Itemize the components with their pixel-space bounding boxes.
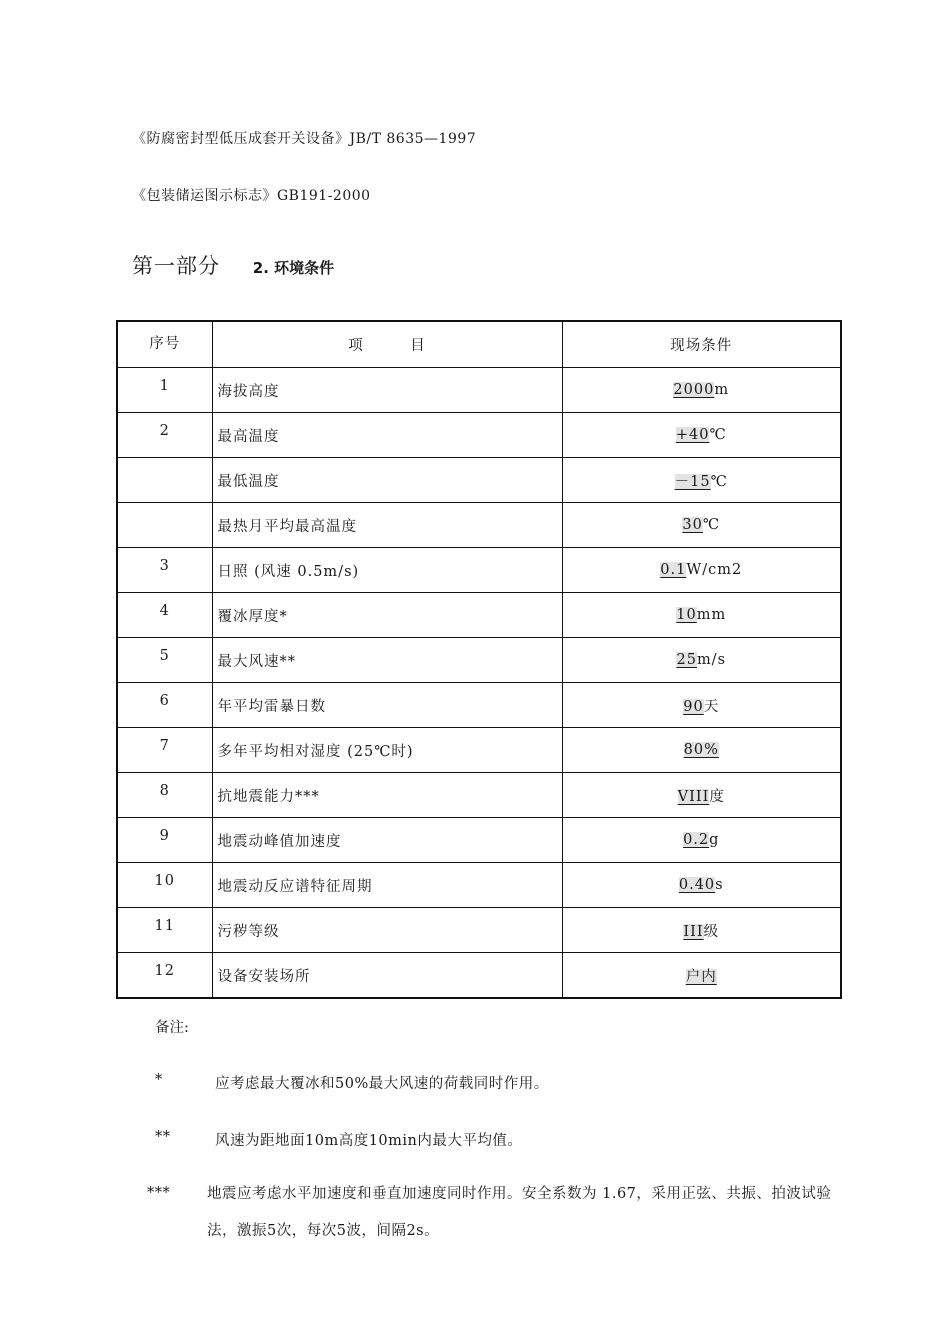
table-row — [117, 503, 841, 548]
note-text: 地震应考虑水平加速度和垂直加速度同时作用。安全系数为 1.67，采用正弦、共振、拍波试验法，激振5次，每次5波，间隔2s。 — [207, 1186, 832, 1239]
row-item: 年平均雷暴日数 — [212, 683, 562, 728]
condition-value: －15 — [674, 473, 711, 490]
condition-unit: m/s — [696, 652, 727, 668]
section-title: 2. 环境条件 — [252, 259, 335, 277]
condition-unit: m — [714, 382, 730, 398]
table-row — [117, 368, 841, 413]
condition-unit: 度 — [709, 788, 725, 805]
row-number: 11 — [117, 908, 212, 953]
row-item: 最大风速** — [212, 638, 562, 683]
notes-title: 备注: — [155, 1020, 189, 1036]
row-condition — [562, 548, 841, 593]
row-number: 2 — [117, 413, 212, 458]
condition-unit: ℃ — [702, 517, 721, 533]
table-row — [117, 773, 841, 818]
reference-standard-2: 《包装储运图示标志》GB191-2000 — [132, 188, 371, 204]
table-row — [117, 638, 841, 683]
table-row — [117, 818, 841, 863]
row-condition — [562, 593, 841, 638]
note-text: 应考虑最大覆冰和50%最大风速的荷载同时作用。 — [215, 1076, 549, 1092]
row-item: 覆冰厚度* — [212, 593, 562, 638]
table-row — [117, 728, 841, 773]
condition-value: 0.1 — [660, 562, 687, 578]
row-number: 12 — [117, 953, 212, 999]
table-row — [117, 413, 841, 458]
row-number: 6 — [117, 683, 212, 728]
header-no: 序号 — [117, 321, 212, 368]
note-mark: * — [155, 1072, 163, 1088]
row-number: 5 — [117, 638, 212, 683]
table-body — [117, 368, 841, 999]
row-condition — [562, 503, 841, 548]
condition-unit: W/cm2 — [686, 562, 743, 578]
row-item: 最低温度 — [212, 458, 562, 503]
condition-value: VIII — [677, 788, 710, 805]
row-item: 地震动峰值加速度 — [212, 818, 562, 863]
note-mark: ** — [155, 1129, 171, 1145]
row-condition — [562, 458, 841, 503]
row-item: 最高温度 — [212, 413, 562, 458]
row-condition — [562, 863, 841, 908]
row-number: 7 — [117, 728, 212, 773]
condition-value: 10 — [676, 607, 697, 623]
row-number: 9 — [117, 818, 212, 863]
condition-value: 30 — [682, 517, 703, 533]
note-mark: *** — [147, 1185, 171, 1201]
condition-unit: 级 — [703, 923, 720, 940]
condition-unit: s — [715, 877, 724, 893]
row-number: 8 — [117, 773, 212, 818]
row-item: 设备安装场所 — [212, 953, 562, 999]
part-title: 第一部分 — [132, 254, 220, 278]
condition-value: 0.2 — [683, 832, 710, 848]
row-condition — [562, 953, 841, 999]
table-row — [117, 458, 841, 503]
row-condition — [562, 773, 841, 818]
header-item: 项 目 — [212, 321, 562, 368]
table-row — [117, 548, 841, 593]
row-condition — [562, 368, 841, 413]
condition-value: III — [683, 923, 704, 940]
row-item: 抗地震能力*** — [212, 773, 562, 818]
row-number — [117, 458, 212, 503]
table-row — [117, 953, 841, 999]
condition-unit: g — [709, 832, 720, 848]
table-header-row — [117, 321, 841, 368]
row-item: 日照 (风速 0.5m/s) — [212, 548, 562, 593]
note-text: 风速为距地面10m高度10min内最大平均值。 — [215, 1133, 523, 1149]
row-number — [117, 503, 212, 548]
row-condition — [562, 908, 841, 953]
row-number: 1 — [117, 368, 212, 413]
condition-unit: 天 — [703, 698, 720, 715]
condition-value: 户内 — [685, 968, 717, 985]
row-item: 最热月平均最高温度 — [212, 503, 562, 548]
condition-value: 0.40 — [678, 877, 716, 893]
reference-standard-1: 《防腐密封型低压成套开关设备》JB/T 8635—1997 — [132, 131, 477, 147]
condition-value: 2000 — [673, 382, 715, 398]
condition-unit: ℃ — [710, 473, 728, 490]
condition-value: 90 — [683, 698, 704, 715]
condition-value: 80% — [683, 742, 719, 758]
row-condition — [562, 413, 841, 458]
row-item: 地震动反应谱特征周期 — [212, 863, 562, 908]
environment-conditions-table — [116, 320, 842, 999]
row-condition — [562, 638, 841, 683]
row-condition — [562, 728, 841, 773]
condition-unit: ℃ — [709, 427, 727, 443]
section-heading — [132, 250, 334, 280]
row-number: 4 — [117, 593, 212, 638]
row-number: 10 — [117, 863, 212, 908]
row-item: 海拔高度 — [212, 368, 562, 413]
header-condition: 现场条件 — [562, 321, 841, 368]
row-condition — [562, 818, 841, 863]
table-row — [117, 908, 841, 953]
row-number: 3 — [117, 548, 212, 593]
condition-value: 25 — [676, 652, 697, 668]
table-row — [117, 863, 841, 908]
row-condition — [562, 683, 841, 728]
table-row — [117, 593, 841, 638]
table-row — [117, 683, 841, 728]
condition-unit: mm — [696, 607, 727, 623]
condition-value: +40 — [675, 427, 710, 443]
row-item: 污秽等级 — [212, 908, 562, 953]
row-item: 多年平均相对湿度 (25℃时) — [212, 728, 562, 773]
